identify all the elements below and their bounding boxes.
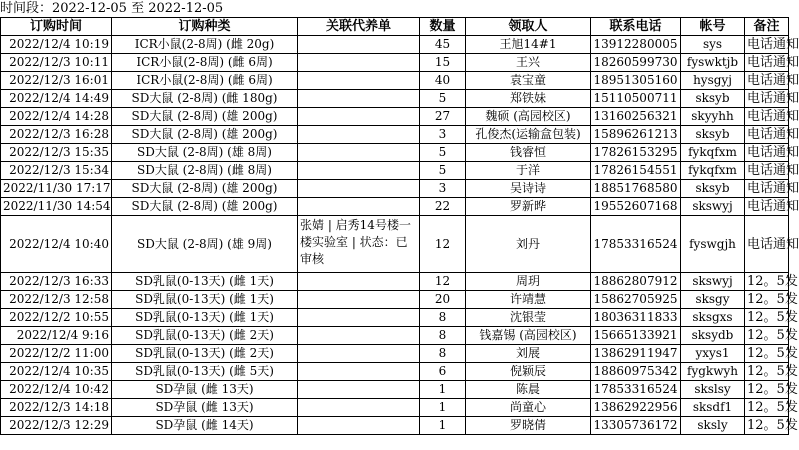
receiver-cell: 钱睿恒 xyxy=(466,144,591,162)
account-cell: sksgy xyxy=(681,291,745,309)
order-time-cell: 2022/12/4 9:16 xyxy=(1,327,112,345)
note-cell: 12。5发 xyxy=(745,381,789,399)
account-cell: fyswktjb xyxy=(681,54,745,72)
table-row xyxy=(1,108,789,126)
receiver-cell: 王旭14#1 xyxy=(466,36,591,54)
phone-cell: 17826153295 xyxy=(591,144,681,162)
account-cell: fykqfxm xyxy=(681,144,745,162)
linked-order-cell xyxy=(298,108,420,126)
order-kind-cell: SD孕鼠 (雌 14天) xyxy=(112,417,298,435)
order-kind-cell: SD孕鼠 (雌 13天) xyxy=(112,381,298,399)
table-row xyxy=(1,216,789,273)
account-cell: skswyj xyxy=(681,198,745,216)
account-cell: sksyb xyxy=(681,90,745,108)
table-row xyxy=(1,327,789,345)
note-cell: 电话通知 xyxy=(745,54,789,72)
order-time-cell: 2022/12/2 11:00 xyxy=(1,345,112,363)
order-table xyxy=(0,17,799,435)
account-cell: yxys1 xyxy=(681,345,745,363)
order-kind-cell: ICR小鼠(2-8周) (雌 6周) xyxy=(112,72,298,90)
account-cell: sksly xyxy=(681,417,745,435)
linked-order-cell xyxy=(298,72,420,90)
linked-order-cell xyxy=(298,273,420,291)
order-time-cell: 2022/12/3 15:34 xyxy=(1,162,112,180)
order-kind-cell: SD乳鼠(0-13天) (雌 2天) xyxy=(112,327,298,345)
quantity-cell: 8 xyxy=(420,327,466,345)
account-cell: skyyhh xyxy=(681,108,745,126)
receiver-cell: 周玥 xyxy=(466,273,591,291)
receiver-cell: 刘展 xyxy=(466,345,591,363)
linked-order-cell xyxy=(298,363,420,381)
table-row xyxy=(1,72,789,90)
table-row xyxy=(1,381,789,399)
note-cell: 12。5发 xyxy=(745,309,789,327)
receiver-cell: 沈银莹 xyxy=(466,309,591,327)
receiver-cell: 倪颖辰 xyxy=(466,363,591,381)
linked-order-cell xyxy=(298,162,420,180)
table-row xyxy=(1,162,789,180)
phone-cell: 15110500711 xyxy=(591,90,681,108)
note-cell: 电话通知 xyxy=(745,126,789,144)
receiver-cell: 吴诗诗 xyxy=(466,180,591,198)
phone-cell: 18260599730 xyxy=(591,54,681,72)
phone-cell: 15896261213 xyxy=(591,126,681,144)
note-cell: 电话通知 xyxy=(745,90,789,108)
order-time-cell: 2022/12/4 14:28 xyxy=(1,108,112,126)
quantity-cell: 5 xyxy=(420,90,466,108)
note-cell: 电话通知 xyxy=(745,162,789,180)
linked-order-cell xyxy=(298,417,420,435)
quantity-cell: 27 xyxy=(420,108,466,126)
receiver-cell: 陈晨 xyxy=(466,381,591,399)
note-cell: 12。5发 xyxy=(745,345,789,363)
order-time-cell: 2022/11/30 14:54 xyxy=(1,198,112,216)
order-kind-cell: SD大鼠 (2-8周) (雄 200g) xyxy=(112,180,298,198)
receiver-cell: 刘丹 xyxy=(466,216,591,273)
order-kind-cell: SD大鼠 (2-8周) (雄 200g) xyxy=(112,108,298,126)
table-row xyxy=(1,198,789,216)
linked-order-cell: 张婧 | 启秀14号楼一楼实验室 | 状态：已审核 xyxy=(298,216,420,273)
order-time-cell: 2022/12/3 10:11 xyxy=(1,54,112,72)
quantity-cell: 5 xyxy=(420,144,466,162)
order-time-cell: 2022/12/3 14:18 xyxy=(1,399,112,417)
phone-cell: 18860975342 xyxy=(591,363,681,381)
linked-order-cell xyxy=(298,180,420,198)
account-cell: fyswgjh xyxy=(681,216,745,273)
note-cell: 12。5发 xyxy=(745,273,789,291)
quantity-cell: 45 xyxy=(420,36,466,54)
linked-order-cell xyxy=(298,90,420,108)
linked-order-cell xyxy=(298,144,420,162)
order-time-cell: 2022/12/4 10:19 xyxy=(1,36,112,54)
col-header-note: 备注 xyxy=(745,18,789,36)
phone-cell: 18862807912 xyxy=(591,273,681,291)
account-cell: sksgxs xyxy=(681,309,745,327)
note-cell: 电话通知 xyxy=(745,108,789,126)
receiver-cell: 魏硕 (高园校区) xyxy=(466,108,591,126)
quantity-cell: 40 xyxy=(420,72,466,90)
note-cell: 电话通知 xyxy=(745,180,789,198)
quantity-cell: 22 xyxy=(420,198,466,216)
phone-cell: 13305736172 xyxy=(591,417,681,435)
account-cell: hysgyj xyxy=(681,72,745,90)
order-time-cell: 2022/12/4 10:42 xyxy=(1,381,112,399)
receiver-cell: 罗晓倩 xyxy=(466,417,591,435)
quantity-cell: 12 xyxy=(420,216,466,273)
receiver-cell: 钱嘉锡 (高园校区) xyxy=(466,327,591,345)
order-time-cell: 2022/12/3 16:01 xyxy=(1,72,112,90)
account-cell: fykqfxm xyxy=(681,162,745,180)
order-kind-cell: SD大鼠 (2-8周) (雄 8周) xyxy=(112,144,298,162)
order-time-cell: 2022/12/4 10:35 xyxy=(1,363,112,381)
quantity-cell: 12 xyxy=(420,273,466,291)
order-time-cell: 2022/12/3 16:28 xyxy=(1,126,112,144)
phone-cell: 18851768580 xyxy=(591,180,681,198)
table-row xyxy=(1,399,789,417)
receiver-cell: 王兴 xyxy=(466,54,591,72)
note-cell: 电话通知 xyxy=(745,72,789,90)
order-kind-cell: SD乳鼠(0-13天) (雌 1天) xyxy=(112,309,298,327)
table-row xyxy=(1,36,789,54)
table-row xyxy=(1,273,789,291)
receiver-cell: 罗新晔 xyxy=(466,198,591,216)
phone-cell: 13862911947 xyxy=(591,345,681,363)
order-time-cell: 2022/12/3 15:35 xyxy=(1,144,112,162)
phone-cell: 15862705925 xyxy=(591,291,681,309)
order-time-cell: 2022/12/4 14:49 xyxy=(1,90,112,108)
phone-cell: 19552607168 xyxy=(591,198,681,216)
note-cell: 12。5发 xyxy=(745,363,789,381)
col-header-receiver: 领取人 xyxy=(466,18,591,36)
account-cell: sksdf1 xyxy=(681,399,745,417)
linked-order-cell xyxy=(298,291,420,309)
quantity-cell: 6 xyxy=(420,363,466,381)
order-time-cell: 2022/12/3 12:58 xyxy=(1,291,112,309)
order-kind-cell: SD乳鼠(0-13天) (雌 1天) xyxy=(112,273,298,291)
note-cell: 电话通知 xyxy=(745,36,789,54)
linked-order-cell xyxy=(298,381,420,399)
quantity-cell: 1 xyxy=(420,417,466,435)
account-cell: sys xyxy=(681,36,745,54)
col-header-account: 帐号 xyxy=(681,18,745,36)
table-row xyxy=(1,417,789,435)
linked-order-cell xyxy=(298,54,420,72)
table-row xyxy=(1,126,789,144)
phone-cell: 18951305160 xyxy=(591,72,681,90)
note-cell: 12。5发 xyxy=(745,327,789,345)
note-cell: 12。5发 xyxy=(745,291,789,309)
linked-order-cell xyxy=(298,345,420,363)
table-row xyxy=(1,90,789,108)
table-row xyxy=(1,144,789,162)
phone-cell: 13912280005 xyxy=(591,36,681,54)
col-header-order-time: 订购时间 xyxy=(1,18,112,36)
receiver-cell: 尚童心 xyxy=(466,399,591,417)
period-label: 时间段：2022-12-05 至 2022-12-05 xyxy=(0,1,224,16)
quantity-cell: 8 xyxy=(420,309,466,327)
col-header-quantity: 数量 xyxy=(420,18,466,36)
quantity-cell: 1 xyxy=(420,381,466,399)
order-kind-cell: SD大鼠 (2-8周) (雄 9周) xyxy=(112,216,298,273)
order-time-cell: 2022/12/3 12:29 xyxy=(1,417,112,435)
order-kind-cell: SD乳鼠(0-13天) (雌 1天) xyxy=(112,291,298,309)
note-cell: 电话通知 xyxy=(745,198,789,216)
order-kind-cell: SD大鼠 (2-8周) (雄 200g) xyxy=(112,126,298,144)
account-cell: skswyj xyxy=(681,273,745,291)
quantity-cell: 20 xyxy=(420,291,466,309)
table-row xyxy=(1,180,789,198)
order-kind-cell: SD孕鼠 (雌 13天) xyxy=(112,399,298,417)
table-row xyxy=(1,363,789,381)
linked-order-cell xyxy=(298,309,420,327)
table-row xyxy=(1,309,789,327)
order-time-cell: 2022/11/30 17:17 xyxy=(1,180,112,198)
quantity-cell: 3 xyxy=(420,126,466,144)
phone-cell: 18036311833 xyxy=(591,309,681,327)
linked-order-cell xyxy=(298,198,420,216)
account-cell: sksyb xyxy=(681,180,745,198)
quantity-cell: 8 xyxy=(420,345,466,363)
phone-cell: 17853316524 xyxy=(591,381,681,399)
order-time-cell: 2022/12/4 10:40 xyxy=(1,216,112,273)
linked-order-cell xyxy=(298,399,420,417)
col-header-order-kind: 订购种类 xyxy=(112,18,298,36)
receiver-cell: 郑铁妹 xyxy=(466,90,591,108)
table-row xyxy=(1,291,789,309)
account-cell: sksydb xyxy=(681,327,745,345)
col-header-linked-order: 关联代养单 xyxy=(298,18,420,36)
col-header-phone: 联系电话 xyxy=(591,18,681,36)
order-kind-cell: SD乳鼠(0-13天) (雌 5天) xyxy=(112,363,298,381)
quantity-cell: 3 xyxy=(420,180,466,198)
quantity-cell: 15 xyxy=(420,54,466,72)
order-kind-cell: SD大鼠 (2-8周) (雌 180g) xyxy=(112,90,298,108)
note-cell: 电话通知 xyxy=(745,144,789,162)
account-cell: fygkwyh xyxy=(681,363,745,381)
note-cell: 电话通知 xyxy=(745,216,789,273)
linked-order-cell xyxy=(298,36,420,54)
account-cell: sksyb xyxy=(681,126,745,144)
receiver-cell: 许靖慧 xyxy=(466,291,591,309)
phone-cell: 13160256321 xyxy=(591,108,681,126)
phone-cell: 15665133921 xyxy=(591,327,681,345)
order-time-cell: 2022/12/3 16:33 xyxy=(1,273,112,291)
order-time-cell: 2022/12/2 10:55 xyxy=(1,309,112,327)
phone-cell: 17826154551 xyxy=(591,162,681,180)
note-cell: 12。5发 xyxy=(745,417,789,435)
receiver-cell: 袁宝童 xyxy=(466,72,591,90)
account-cell: skslsy xyxy=(681,381,745,399)
order-kind-cell: SD大鼠 (2-8周) (雄 200g) xyxy=(112,198,298,216)
order-kind-cell: ICR小鼠(2-8周) (雌 6周) xyxy=(112,54,298,72)
header-row xyxy=(1,18,789,36)
table-row xyxy=(1,54,789,72)
table-row xyxy=(1,345,789,363)
receiver-cell: 孔俊杰(运输盒包装) xyxy=(466,126,591,144)
receiver-cell: 于洋 xyxy=(466,162,591,180)
order-kind-cell: SD大鼠 (2-8周) (雌 8周) xyxy=(112,162,298,180)
phone-cell: 13862922956 xyxy=(591,399,681,417)
note-cell: 12。5发 xyxy=(745,399,789,417)
quantity-cell: 5 xyxy=(420,162,466,180)
table-body xyxy=(1,36,799,435)
linked-order-cell xyxy=(298,126,420,144)
linked-order-cell xyxy=(298,327,420,345)
quantity-cell: 1 xyxy=(420,399,466,417)
order-kind-cell: ICR小鼠(2-8周) (雌 20g) xyxy=(112,36,298,54)
phone-cell: 17853316524 xyxy=(591,216,681,273)
order-kind-cell: SD乳鼠(0-13天) (雌 2天) xyxy=(112,345,298,363)
